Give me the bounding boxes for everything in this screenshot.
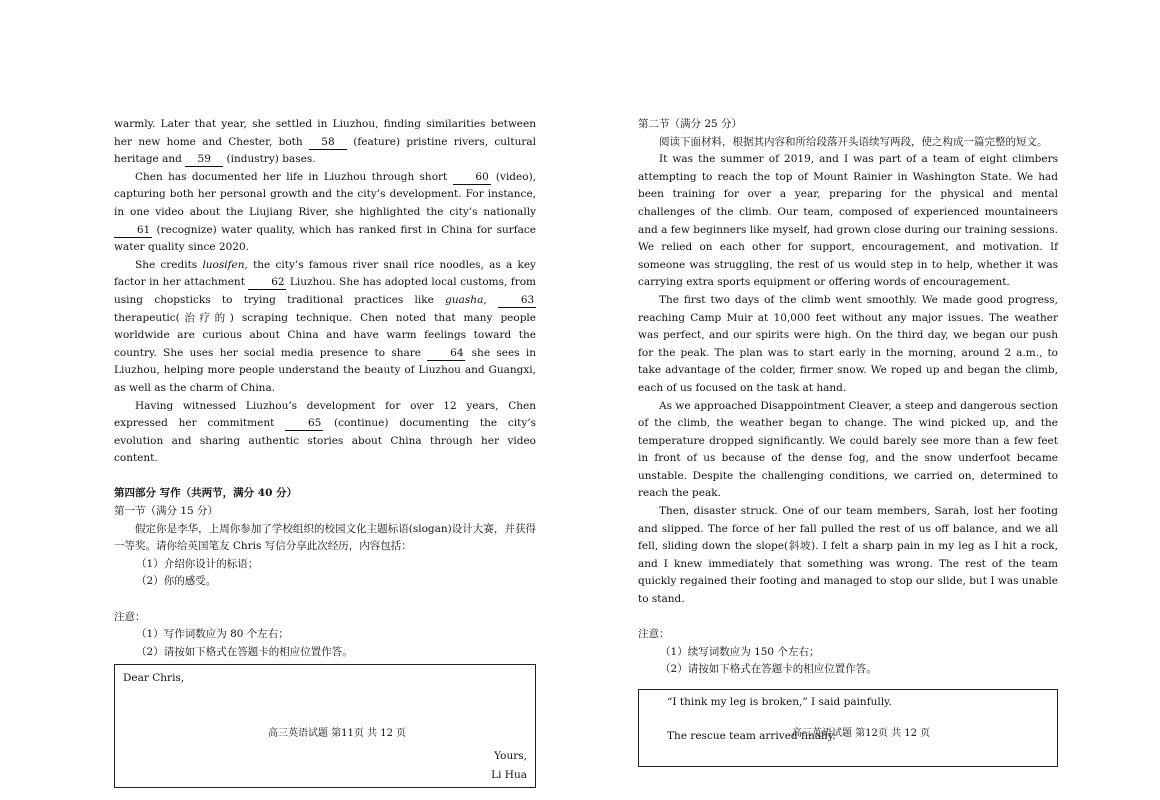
blank-62: 62 (248, 276, 286, 290)
task-item: （1）介绍你设计的标语； (136, 557, 259, 570)
note-item: （1）写作词数应为 80 个左右； (136, 628, 289, 641)
section1-title: 第一节（满分 15 分） (114, 505, 219, 518)
note-item: （2）请按如下格式在答题卡的相应位置作答。 (660, 663, 877, 676)
left-page (114, 116, 536, 788)
letter-salutation: Dear Chris, (123, 672, 185, 685)
task-item: （2）你的感受。 (136, 575, 217, 588)
section2-title: 第二节（满分 25 分） (638, 118, 743, 130)
note-item: （2）请按如下格式在答题卡的相应位置作答。 (136, 645, 353, 658)
paragraph: The first two days of the climb went smoothly. We made good progress, reaching Camp Muir at 10,000 feet without any major issues. The weather was perfect, and our spirits were high. On the third day, we began our push for the peak. The plan was to start early in the morning, around 2 a.m., to take advantage of the colder, firmer snow. We roped up and began the climb, each of us focused on the task at hand. (638, 293, 1058, 394)
paragraph: warmly. Later that year, she settled in Liuzhou, finding similarities between her new home and Chester, both 58 (feature) pristine rivers, cultural heritage and 59 (industry) bases. (114, 118, 536, 166)
paragraph: She credits luosifen, the city’s famous river snail rice noodles, as a key factor in her attachment 62 Liuzhou. She has adopted local customs, from using chopsticks to trying traditional practices like guasha, 63 therapeutic(治疗的) scraping technique. Chen noted that many people worldwide are curious about China and have warm feelings toward the country. She uses her social media presence to share 64 she sees in Liuzhou, helping more people understand the beauty of Liuzhou and Guangxi, as well as the charm of China. (114, 258, 536, 394)
paragraph: It was the summer of 2019, and I was part of a team of eight climbers attempting to reach the top of Mount Rainier in Washington State. We had been training for over a year, preparing for the physical and mental challenges of the climb. Our team, composed of experienced mountaineers and a few beginners like myself, had grown close during our training sessions. We relied on each other for support, encouragement, and motivation. If someone was struggling, the rest of us would step in to help, whether it was carrying extra sports equipment or offering words of encouragement. (638, 153, 1058, 289)
page-footer-right: 高三英语试题 第12页 共 12 页 (792, 728, 931, 739)
blank-59: 59 (185, 153, 223, 167)
letter-closing: Yours, (494, 749, 527, 762)
blank-58: 58 (309, 136, 347, 150)
instruction: 阅读下面材料，根据其内容和所给段落开头语续写两段，使之构成一篇完整的短文。 (659, 135, 1048, 148)
task-intro: 假定你是李华，上周你参加了学校组织的校园文化主题标语(slogan)设计大赛，并获得一等奖。请你给英国笔友 Chris 写信分享此次经历，内容包括： (114, 522, 536, 553)
continuation-opening-1: “I think my leg is broken,” I said painfully. (667, 696, 892, 708)
continuation-opening-2: The rescue team arrived finally. (667, 730, 836, 742)
page-footer-left: 高三英语试题 第11页 共 12 页 (268, 728, 407, 739)
blank-65: 65 (285, 417, 323, 431)
right-page (638, 116, 1058, 767)
paragraph: Having witnessed Liuzhou’s development for over 12 years, Chen expressed her commitment 65 (continue) documenting the city’s evolution and sharing authentic stories about China through her video content. (114, 399, 536, 465)
blank-64: 64 (427, 347, 465, 361)
part4-heading: 第四部分 写作（共两节，满分 40 分） (114, 487, 298, 500)
notes-label: 注意： (114, 610, 146, 623)
letter-name: Li Hua (491, 768, 527, 781)
paragraph: As we approached Disappointment Cleaver, a steep and dangerous section of the climb, the weather began to change. The wind picked up, and the temperature dropped significantly. We could barely see more than a few feet in front of us because of the dense fog, and the snow underfoot became unstable. Despite the challenging conditions, we carried on, determined to reach the peak. (638, 399, 1058, 500)
blank-61: 61 (114, 224, 152, 238)
paragraph: Chen has documented her life in Liuzhou through short 60 (video), capturing both her personal growth and the city’s development. For instance, in one video about the Liujiang River, she highlighted the city’s nationally 61 (recognize) water quality, which has ranked first in China for surface water quality since 2020. (114, 170, 536, 254)
notes-label: 注意： (638, 628, 670, 641)
blank-60: 60 (453, 171, 491, 185)
paragraph: Then, disaster struck. One of our team members, Sarah, lost her footing and slipped. The force of her fall pulled the rest of us off balance, and we all fell, sliding down the slope(斜坡). I felt a sharp pain in my leg as I hit a rock, and I knew immediately that something was wrong. The rest of the team quickly regained their footing and managed to stop our slide, but I was unable to stand. (638, 505, 1058, 606)
note-item: （1）续写词数应为 150 个左右； (660, 645, 820, 658)
blank-63: 63 (498, 294, 536, 308)
